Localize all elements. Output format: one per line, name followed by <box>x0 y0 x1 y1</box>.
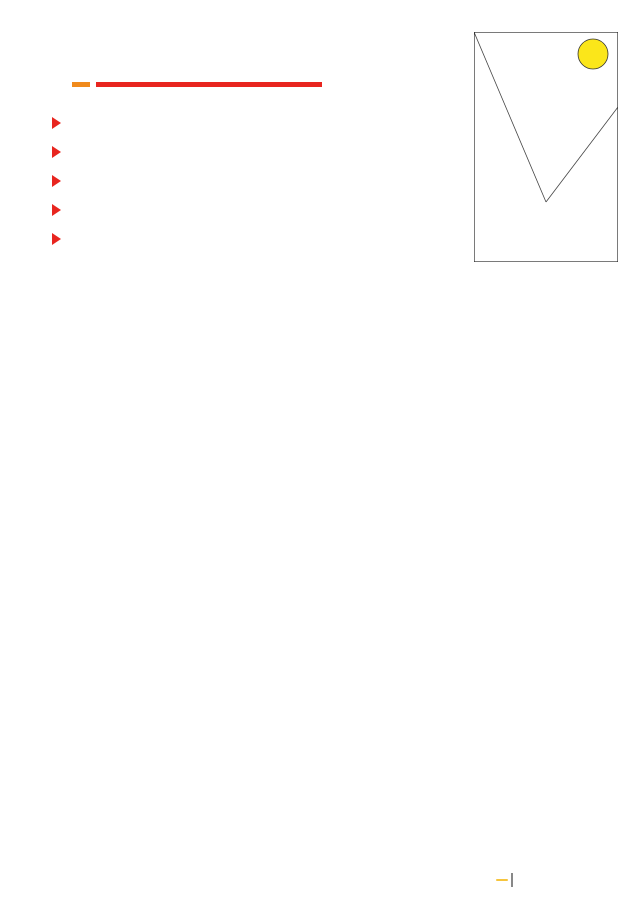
arrow-icon <box>52 146 61 158</box>
sun-circle <box>578 39 608 69</box>
page-footer <box>488 873 513 887</box>
instructions <box>50 113 618 258</box>
arrow-icon <box>52 175 61 187</box>
arrow-icon <box>52 117 61 129</box>
title-underline-orange <box>72 82 90 87</box>
arrow-icon <box>52 233 61 245</box>
arrow-icon <box>52 204 61 216</box>
section-montanas <box>50 142 618 162</box>
section-sol <box>50 229 618 249</box>
section-arco-iris <box>50 200 618 220</box>
page-number <box>496 879 508 881</box>
title-underline-red <box>96 82 322 87</box>
footer-divider <box>511 873 513 887</box>
section-preparacion <box>50 113 618 133</box>
section-mar <box>50 171 618 191</box>
